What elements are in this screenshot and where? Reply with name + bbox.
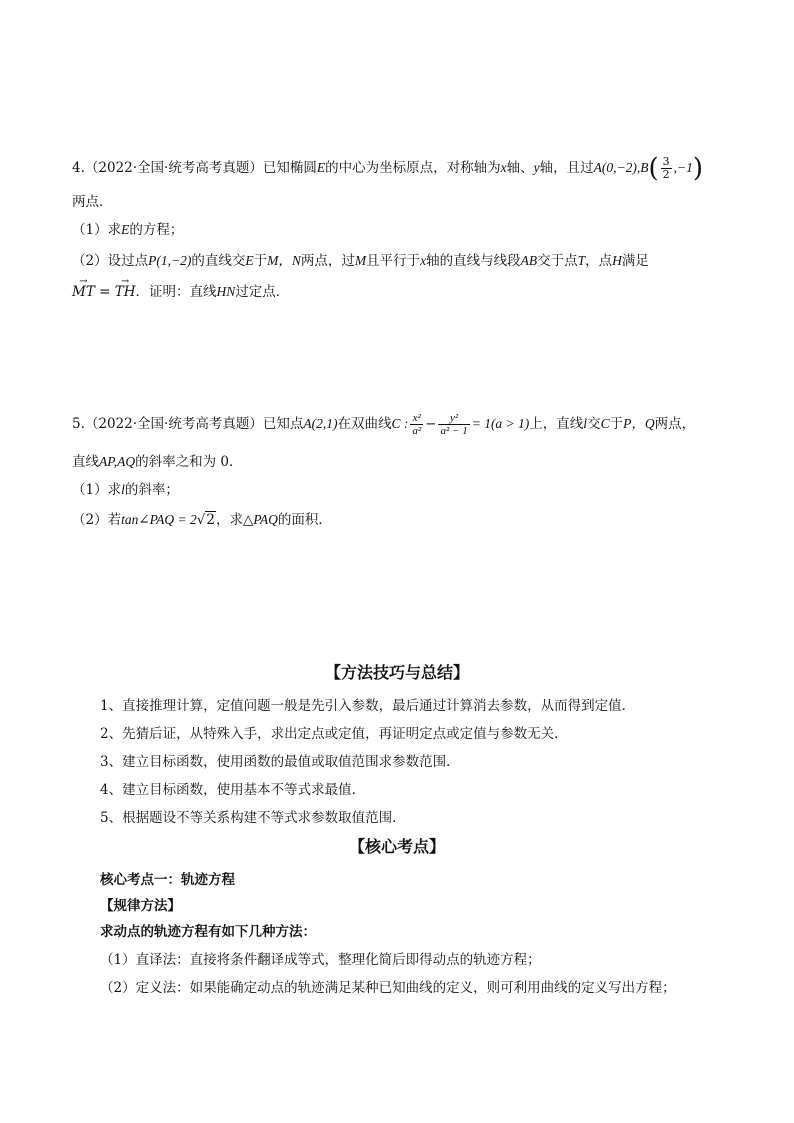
math-x: x <box>420 253 427 268</box>
text: 的方程； <box>129 222 184 238</box>
text: 于 <box>609 416 624 432</box>
text: 已知椭圆 <box>262 160 317 176</box>
math-B: B <box>640 160 649 175</box>
math-l: l <box>121 482 125 497</box>
text: 于 <box>253 253 268 269</box>
text: （2）设过点 <box>72 253 149 269</box>
math-l: l <box>583 416 588 431</box>
problem-4-part-2 <box>72 251 649 271</box>
sqrt-radicand: 2 <box>206 512 215 528</box>
text: 的面积． <box>277 512 332 528</box>
text: 的斜率； <box>124 482 179 498</box>
text: （1）求 <box>72 222 122 238</box>
text: ，求 <box>215 512 243 528</box>
text: 的直线交 <box>191 253 246 269</box>
method-item: 1、直接推理计算，定值问题一般是先引入参数，最后通过计算消去参数，从而得到定值． <box>100 698 636 714</box>
math-A: A <box>593 160 602 175</box>
math-coordA: (0,−2), <box>601 160 641 175</box>
math-coordB: ,−1 <box>673 160 693 175</box>
text: ．证明：直线 <box>135 284 217 300</box>
math-APAQ: AP,AQ <box>99 454 136 469</box>
math-rhs: = 1(a > 1) <box>471 416 530 431</box>
math-P: P(1,−2) <box>148 253 192 268</box>
problem-5-stem-cont <box>72 452 243 472</box>
math-PQ: P，Q <box>623 416 655 431</box>
text: 的中心为坐标原点，对称轴为 <box>325 160 501 176</box>
math-T: T <box>577 253 586 268</box>
text: 两点． <box>72 194 113 210</box>
method-item: 3、建立目标函数，使用函数的最值或取值范围求参数范围． <box>100 754 460 770</box>
denominator: a² − 1 <box>440 425 468 437</box>
problem-5-part-2 <box>72 510 332 530</box>
text: 满足 <box>621 253 649 269</box>
sqrt-symbol: √ <box>196 512 206 528</box>
paren: ( <box>648 153 659 184</box>
text: 上，直线 <box>529 416 584 432</box>
math-H: H <box>612 253 622 268</box>
text: 轴，且过 <box>539 160 594 176</box>
math-E: E <box>121 222 130 237</box>
problem-4-stem <box>72 153 704 184</box>
problem-number: 5. <box>72 416 85 432</box>
key-point-title: 核心考点一：轨迹方程 <box>100 872 235 888</box>
vector-TH: → TH <box>115 282 136 302</box>
fraction-y <box>438 412 469 437</box>
problem-source: （2022·全国·统考高考真题） <box>84 416 263 432</box>
text: 且平行于 <box>366 253 421 269</box>
problem-source: （2022·全国·统考高考真题） <box>84 160 263 176</box>
equals: = <box>94 284 115 300</box>
problem-4-stem-cont <box>72 192 113 212</box>
method-item: 4、建立目标函数，使用基本不等式求最值． <box>100 782 366 798</box>
math-E: E <box>316 160 326 175</box>
denominator: a² <box>412 425 422 437</box>
text: 的斜率之和为 0． <box>135 454 243 470</box>
paren: ) <box>692 153 704 184</box>
numerator: x² <box>410 412 423 425</box>
math-HN: HN <box>216 284 236 299</box>
text: 已知点 <box>262 416 304 432</box>
problem-number: 4. <box>72 160 85 176</box>
section-title-methods: 【方法技巧与总结】 <box>324 663 469 682</box>
text: ，点 <box>585 253 613 269</box>
math-M: M <box>354 253 367 268</box>
method-intro: 求动点的轨迹方程有如下几种方法： <box>100 924 316 940</box>
method-item: 2、先猜后证，从特殊入手，求出定点或定值，再证明定点或定值与参数无关． <box>100 726 568 742</box>
text: 在双曲线 <box>337 416 392 432</box>
math-MN: M，N <box>267 253 301 268</box>
math-x: x <box>500 160 507 175</box>
fraction <box>661 156 672 181</box>
problem-4-part-2-cont <box>72 282 289 302</box>
section-title-core: 【核心考点】 <box>348 837 445 856</box>
text: 交 <box>587 416 601 432</box>
minus: − <box>425 416 437 432</box>
math-C: C <box>600 416 610 431</box>
text: 交于点 <box>537 253 578 269</box>
method-step: （2）定义法：如果能确定动点的轨迹满足某种已知曲线的定义，则可利用曲线的定义写出方程； <box>100 980 676 996</box>
text: 轴的直线与线段 <box>426 253 521 269</box>
denominator: 2 <box>662 168 670 181</box>
math-C: C : <box>391 416 409 431</box>
math-triangle: △PAQ <box>242 512 278 527</box>
math-AB: AB <box>520 253 538 268</box>
vector-MT: → MT <box>72 282 95 302</box>
math-A: A(2,1) <box>303 416 338 431</box>
method-step: （1）直译法：直接将条件翻译成等式，整理化简后即得动点的轨迹方程； <box>100 952 541 968</box>
text: 过定点． <box>235 284 290 300</box>
text: 轴、 <box>506 160 534 176</box>
text: （2）若 <box>72 512 122 528</box>
method-item: 5、根据题设不等关系构建不等式求参数取值范围． <box>100 810 406 826</box>
numerator: y² <box>438 412 469 425</box>
math-tan: tan∠PAQ = 2 <box>121 512 197 527</box>
math-y: y <box>533 160 540 175</box>
text: 两点， <box>654 416 696 432</box>
numerator: 3 <box>662 155 670 168</box>
text: 两点，过 <box>300 253 355 269</box>
text: （1）求 <box>72 482 122 498</box>
fraction-x <box>410 412 423 437</box>
problem-4-part-1 <box>72 220 183 240</box>
text: 直线 <box>72 454 99 470</box>
method-label: 【规律方法】 <box>100 898 181 914</box>
problem-5-stem <box>72 412 695 437</box>
problem-5-part-1 <box>72 480 179 500</box>
math-E: E <box>245 253 254 268</box>
